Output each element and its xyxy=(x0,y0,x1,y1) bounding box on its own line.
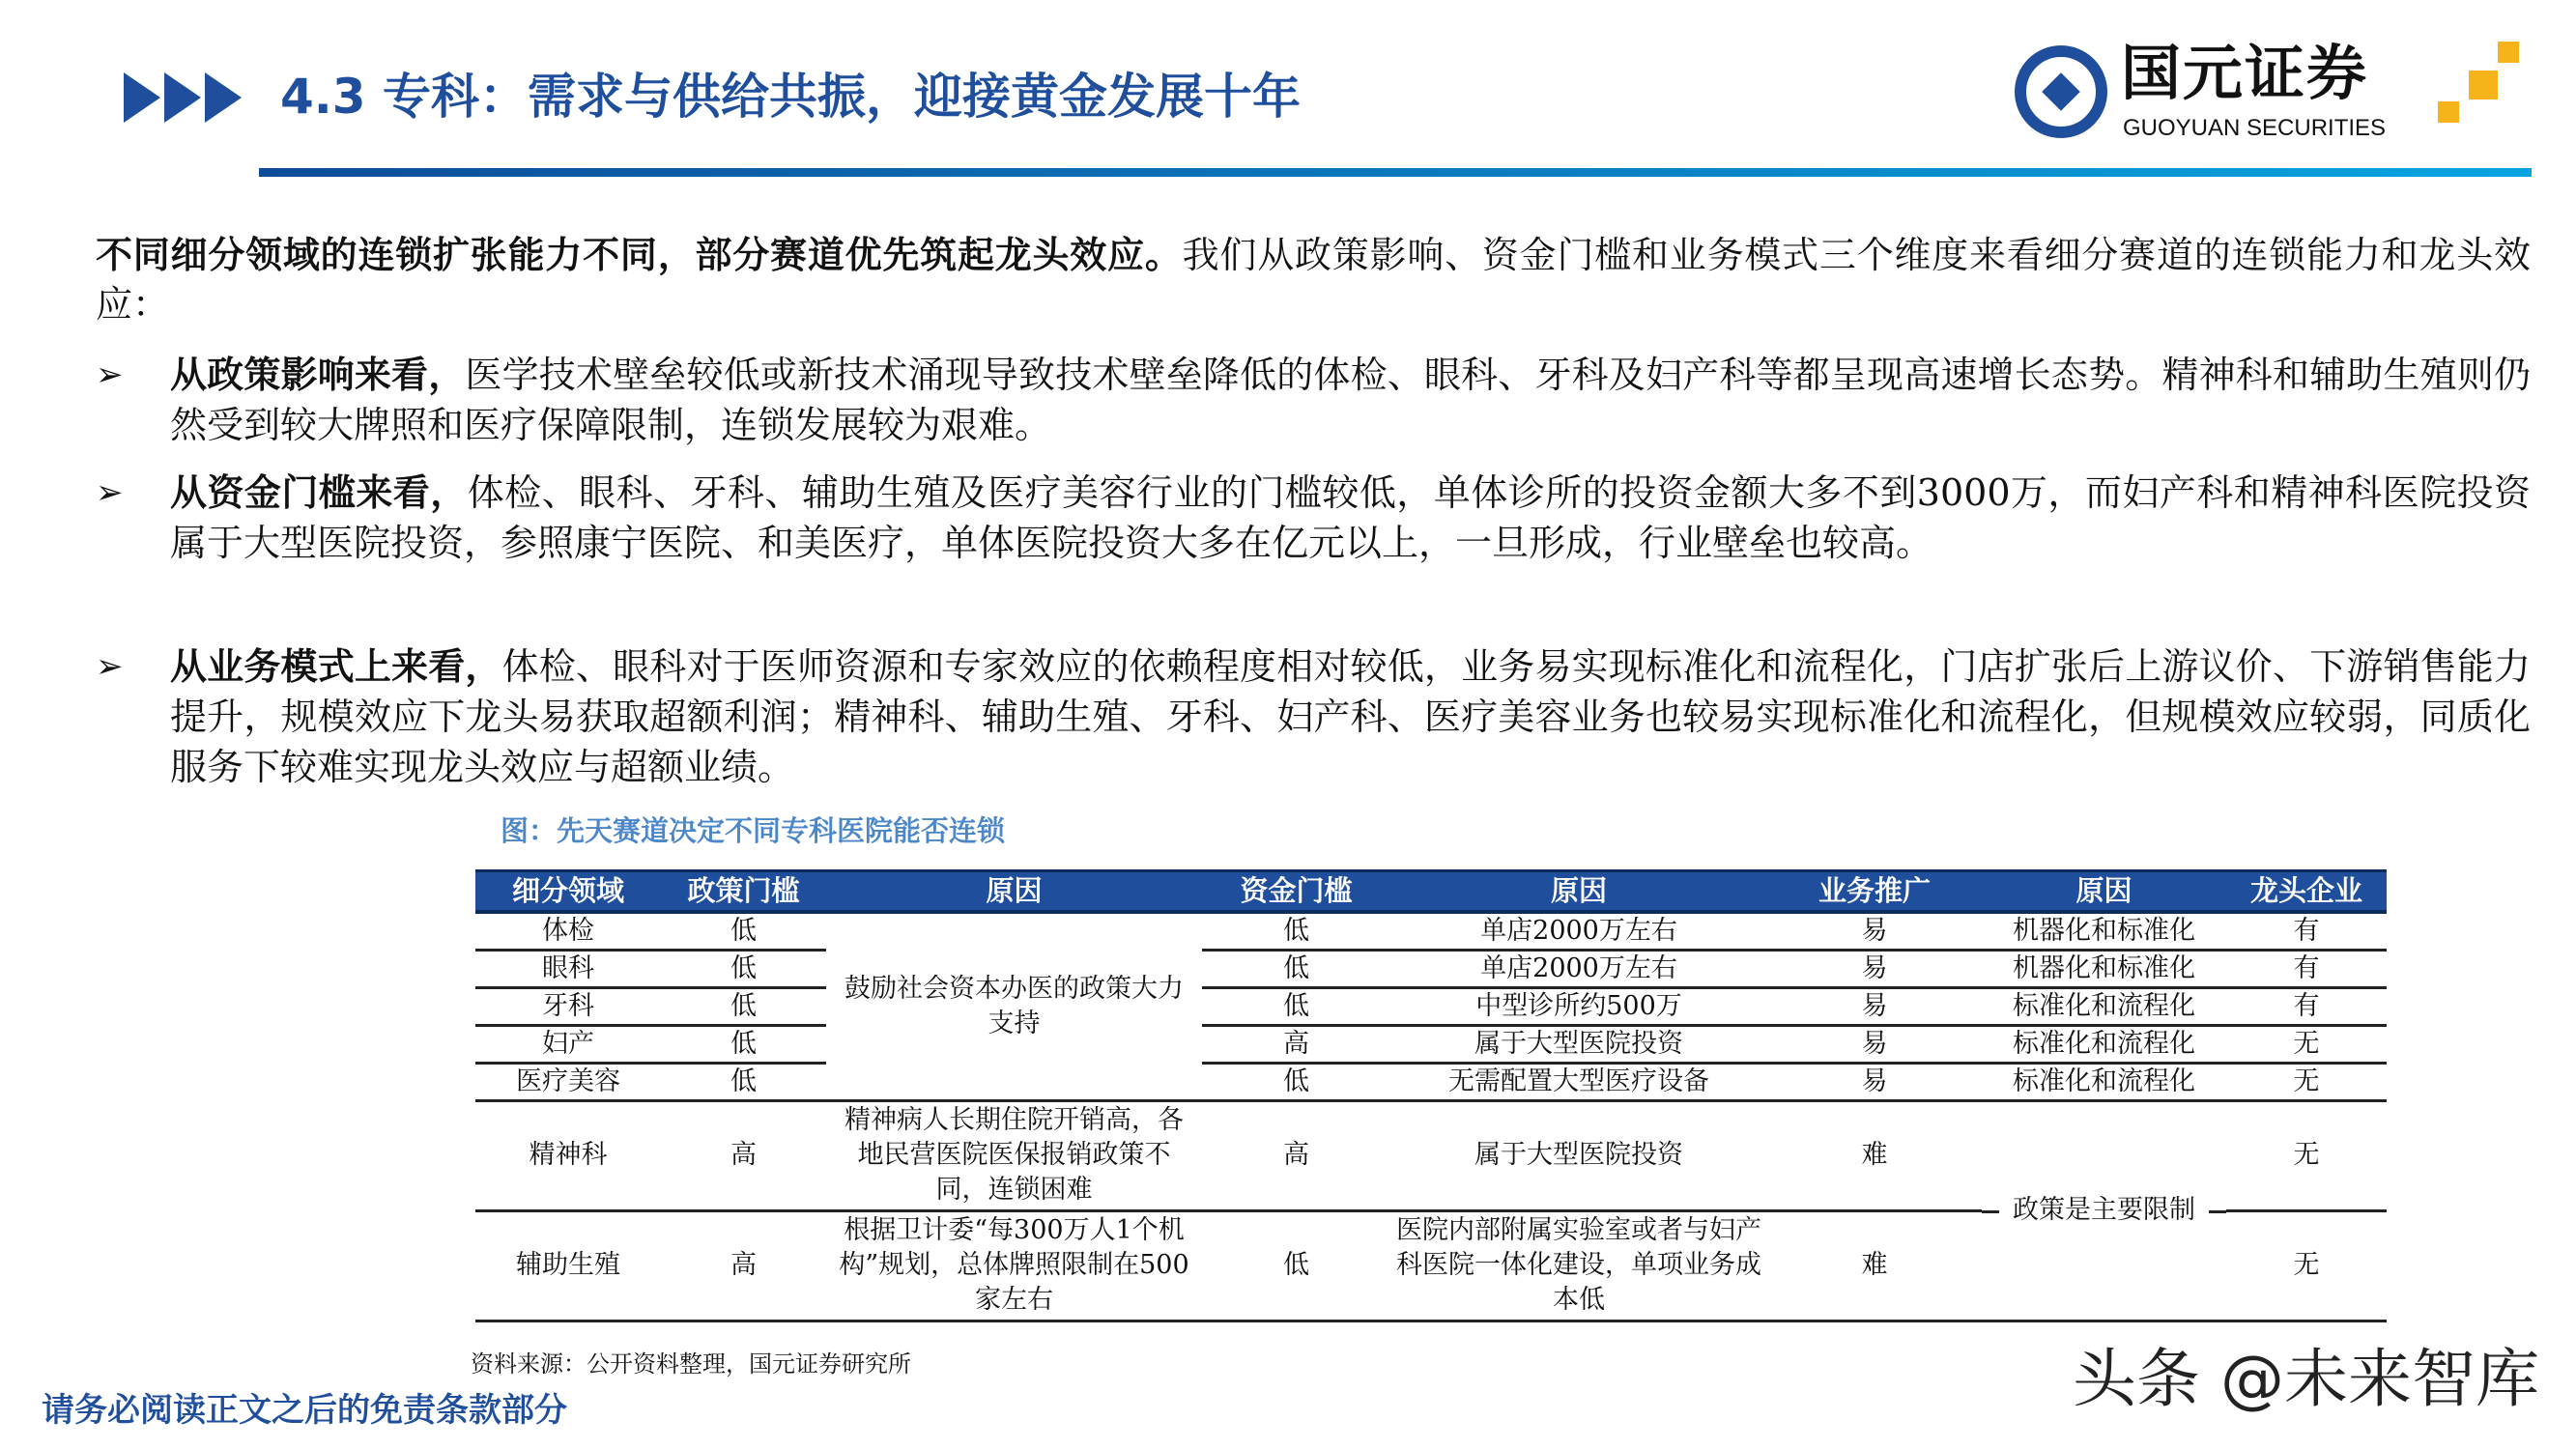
company-logo xyxy=(2015,38,2536,150)
table-cell: 中型诊所约500万 xyxy=(1390,987,1767,1025)
table-cell: 无 xyxy=(2226,1025,2387,1063)
section-chevrons-icon xyxy=(124,72,242,123)
col-header: 业务推广 xyxy=(1767,871,1982,912)
table-cell: 难 xyxy=(1767,1210,1982,1321)
table-cell: 易 xyxy=(1767,987,1982,1025)
table-cell: 政策是主要限制 xyxy=(1982,1100,2226,1321)
intro-paragraph xyxy=(96,230,2531,329)
table-cell: 低 xyxy=(1202,1063,1390,1100)
table-cell: 眼科 xyxy=(475,950,661,987)
bullet-capital xyxy=(96,468,2531,568)
col-header: 细分领域 xyxy=(475,871,661,912)
col-header: 政策门槛 xyxy=(661,871,826,912)
table-cell: 根据卫计委“每300万人1个机构”规划，总体牌照限制在500家左右 xyxy=(826,1210,1202,1321)
bullet-text: 体检、眼科对于医师资源和专家效应的依赖程度相对较低，业务易实现标准化和流程化，门店扩张后上游议价、下游销售能力提升，规模效应下龙头易获取超额利润；精神科、辅助生殖、牙科、妇产科、医疗美容业务也较易实现标准化和流程化，但规模效应较弱，同质化服务下较难实现龙头效应与超额业绩。 xyxy=(170,645,2531,788)
table-cell: 低 xyxy=(661,912,826,951)
logo-text-en: GUOYUAN SECURITIES xyxy=(2123,115,2387,141)
logo-mark-icon xyxy=(2015,45,2107,138)
table-cell: 机器化和标准化 xyxy=(1982,950,2226,987)
specialty-table xyxy=(475,869,2387,1322)
table-cell: 有 xyxy=(2226,950,2387,987)
page-title: 4.3 专科：需求与供给共振，迎接黄金发展十年 xyxy=(280,69,1301,125)
table-cell: 易 xyxy=(1767,1025,1982,1063)
table-cell: 标准化和流程化 xyxy=(1982,987,2226,1025)
table-cell: 低 xyxy=(661,950,826,987)
col-header: 原因 xyxy=(1390,871,1767,912)
table-cell: 高 xyxy=(1202,1100,1390,1210)
table-cell: 医院内部附属实验室或者与妇产科医院一体化建设，单项业务成本低 xyxy=(1390,1210,1767,1321)
source-note: 资料来源：公开资料整理，国元证券研究所 xyxy=(471,1350,911,1378)
table-cell: 无 xyxy=(2226,1100,2387,1210)
table-cell: 难 xyxy=(1767,1100,1982,1210)
table-cell: 有 xyxy=(2226,987,2387,1025)
table-cell: 低 xyxy=(661,1025,826,1063)
intro-text: 我们从政策影响、资金门槛和业务模式三个维度来看细分赛道的连锁能力和龙头效应： xyxy=(96,234,2531,326)
table-cell: 医疗美容 xyxy=(475,1063,661,1100)
col-header: 资金门槛 xyxy=(1202,871,1390,912)
disclaimer-link[interactable]: 请务必阅读正文之后的免责条款部分 xyxy=(42,1391,567,1430)
table-cell: 低 xyxy=(661,1063,826,1100)
table-cell: 低 xyxy=(1202,1210,1390,1321)
table-cell: 标准化和流程化 xyxy=(1982,1025,2226,1063)
table-cell: 低 xyxy=(661,987,826,1025)
table-cell: 属于大型医院投资 xyxy=(1390,1025,1767,1063)
table-cell: 高 xyxy=(661,1210,826,1321)
table-cell: 易 xyxy=(1767,912,1982,951)
bullet-arrow-icon: ➢ xyxy=(96,473,124,512)
table-cell: 辅助生殖 xyxy=(475,1210,661,1321)
table-row xyxy=(475,1100,2387,1210)
table-cell: 有 xyxy=(2226,912,2387,951)
col-header: 龙头企业 xyxy=(2226,871,2387,912)
table-cell: 低 xyxy=(1202,987,1390,1025)
logo-text-cn: 国元证券 xyxy=(2121,38,2369,108)
table-cell: 单店2000万左右 xyxy=(1390,912,1767,951)
bullet-arrow-icon: ➢ xyxy=(96,355,124,394)
figure-caption: 图：先天赛道决定不同专科医院能否连锁 xyxy=(501,814,1006,847)
table-cell: 无 xyxy=(2226,1063,2387,1100)
table-cell: 体检 xyxy=(475,912,661,951)
table-cell: 无 xyxy=(2226,1210,2387,1321)
table-cell: 属于大型医院投资 xyxy=(1390,1100,1767,1210)
table-row xyxy=(475,1025,2387,1063)
table-cell: 单店2000万左右 xyxy=(1390,950,1767,987)
table-cell: 无需配置大型医疗设备 xyxy=(1390,1063,1767,1100)
bullet-business xyxy=(96,641,2531,792)
col-header: 原因 xyxy=(826,871,1202,912)
table-cell: 低 xyxy=(1202,950,1390,987)
bullet-text: 医学技术壁垒较低或新技术涌现导致技术壁垒降低的体检、眼科、牙科及妇产科等都呈现高速增长态势。精神科和辅助生殖则仍然受到较大牌照和医疗保障限制，连锁发展较为艰难。 xyxy=(170,354,2531,446)
bullet-text: 体检、眼科、牙科、辅助生殖及医疗美容行业的门槛较低，单体诊所的投资金额大多不到3000万，而妇产科和精神科医院投资属于大型医院投资，参照康宁医院、和美医疗，单体医院投资大多在亿元以上，一旦形成，行业壁垒也较高。 xyxy=(170,471,2531,564)
table-cell: 高 xyxy=(661,1100,826,1210)
table-row xyxy=(475,1063,2387,1100)
table-header-row xyxy=(475,871,2387,912)
intro-bold: 不同细分领域的连锁扩张能力不同，部分赛道优先筑起龙头效应。 xyxy=(96,233,1183,276)
table-cell: 标准化和流程化 xyxy=(1982,1063,2226,1100)
bullet-arrow-icon: ➢ xyxy=(96,647,124,686)
col-header: 原因 xyxy=(1982,871,2226,912)
table-cell: 牙科 xyxy=(475,987,661,1025)
watermark: 头条 @未来智库 xyxy=(2073,1342,2539,1416)
table-row xyxy=(475,987,2387,1025)
table-cell: 低 xyxy=(1202,912,1390,951)
table-cell: 机器化和标准化 xyxy=(1982,912,2226,951)
bullet-lead: 从业务模式上来看， xyxy=(170,644,502,688)
table-row xyxy=(475,950,2387,987)
bullet-lead: 从资金门槛来看， xyxy=(170,470,468,514)
table-cell: 精神科 xyxy=(475,1100,661,1210)
table-cell: 易 xyxy=(1767,950,1982,987)
table-cell: 鼓励社会资本办医的政策大力支持 xyxy=(826,912,1202,1101)
table-cell: 高 xyxy=(1202,1025,1390,1063)
table-cell: 易 xyxy=(1767,1063,1982,1100)
bullet-policy xyxy=(96,350,2531,450)
table-cell: 妇产 xyxy=(475,1025,661,1063)
table-cell: 精神病人长期住院开销高，各地民营医院医保报销政策不同，连锁困难 xyxy=(826,1100,1202,1210)
bullet-lead: 从政策影响来看， xyxy=(170,353,466,396)
header-divider xyxy=(259,168,2532,177)
table-row xyxy=(475,912,2387,951)
